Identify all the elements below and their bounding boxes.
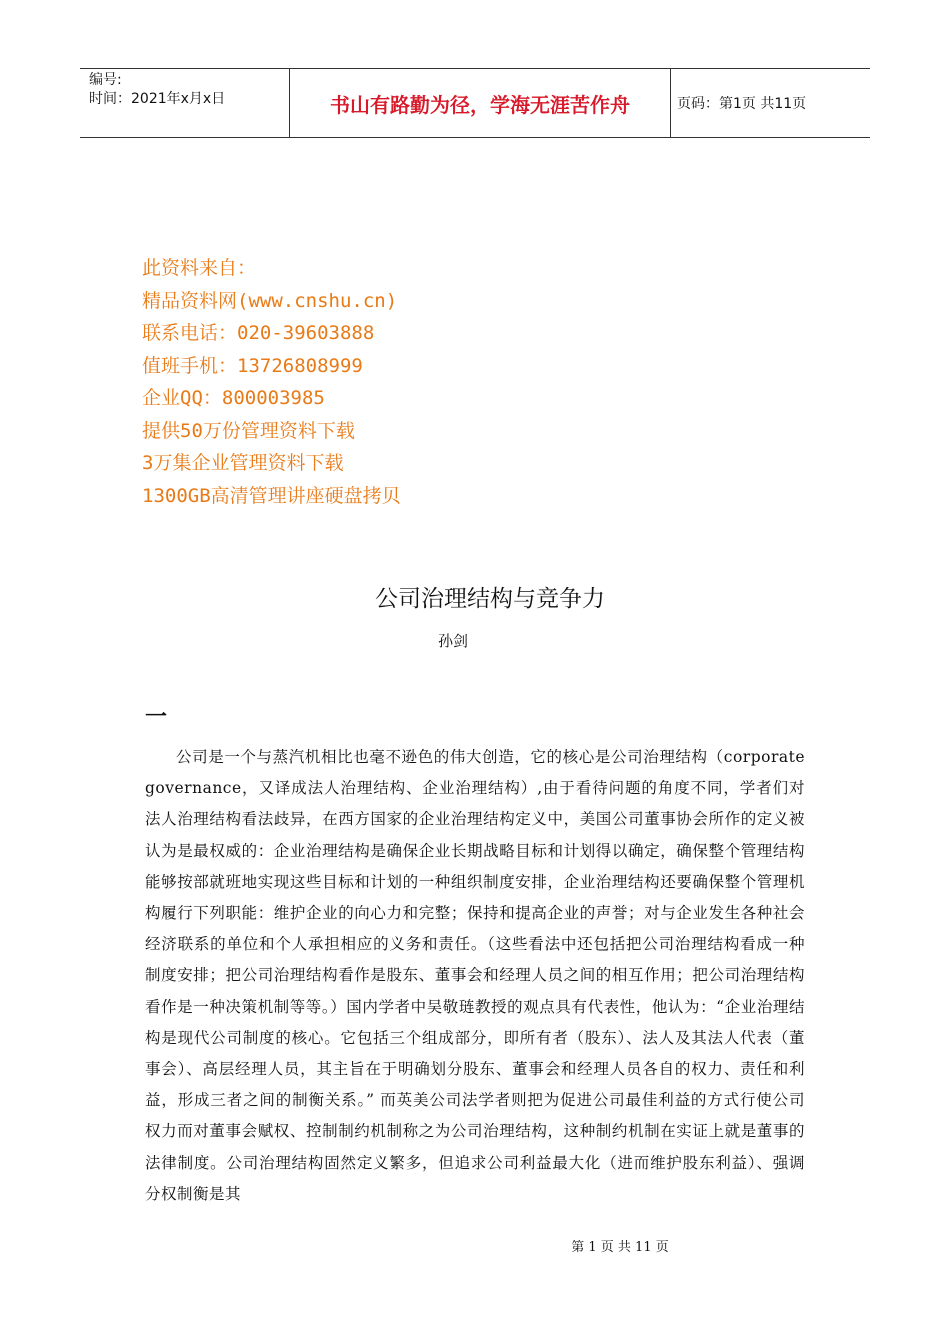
number-label: 编号: <box>89 72 122 88</box>
ad-line: 联系电话：020-39603888 <box>142 322 375 344</box>
ad-line: 值班手机：13726808999 <box>142 354 363 377</box>
article-author: 孙剑 <box>437 632 468 650</box>
body-paragraph: 公司是一个与蒸汽机相比也毫不逊色的伟大创造，它的核心是公司治理结构（corporate governance，又译成法人治理结构、企业治理结构）,由于看待问题的角度不同，学者们对法人治理结构看法歧异，在西方国家的企业治理结构定义中，美国公司董事协会所作的定义被认为是最权威的：企业治理结构是确保企业长期战略目标和计划得以确定，确保整个管理结构能够按部就班地实现这些目标和计划的一种组织制度安排，企业治理结构还要确保整个管理机构履行下列职能：维护企业的向心力和完整；保持和提高企业的声誉；对与企业发生各种社会经济联系的单位和个人承担相应的义务和责任。（这些看法中还包括把公司治理结构看成一种制度安排；把公司治理结构看作是股东、董事会和经理人员之间的相互作用；把公司治理结构看作是一种决策机制等等。）国内学者中吴敬琏教授的观点具有代表性，他认为：“企业治理结构是现代公司制度的核心。它包括三个组成部分，即所有者（股东）、法人及其法人代表（董事会）、高层经理人员，其主旨在于明确划分股东、董事会和经理人员各自的权力、责任和利益，形成三者之间的制衡关系。” 而英美公司法学者则把为促进公司最佳利益的方式行使公司权力而对董事会赋权、控制制约机制称之为公司治理结构，这种制约机制在实证上就是董事的法律制度。公司治理结构固然定义繁多，但追求公司利益最大化（进而维护股东利益）、强调分权制衡是其 <box>145 748 805 1203</box>
ad-line: 1300GB高清管理讲座硬盘拷贝 <box>142 484 401 507</box>
ad-line: 精品资料网(www.cnshu.cn) <box>142 289 398 312</box>
header-motto: 书山有路勤为径，学海无涯苦作舟 <box>330 92 630 117</box>
page-footer: 第 1 页 共 11 页 <box>571 1240 669 1255</box>
header-page-info: 页码：第1页 共11页 <box>677 96 807 112</box>
ad-line: 提供50万份管理资料下载 <box>142 419 355 442</box>
ad-line: 企业QQ：800003985 <box>142 387 325 409</box>
header-motto-cell <box>290 69 671 137</box>
section-number: 一 <box>145 705 168 730</box>
article-title: 公司治理结构与竞争力 <box>375 586 605 612</box>
source-ad-block <box>142 252 401 512</box>
page-header <box>80 68 870 138</box>
header-meta <box>80 69 290 137</box>
ad-line: 此资料来自： <box>142 257 257 279</box>
time-label: 时间：2021年x月x日 <box>89 91 226 107</box>
ad-line: 3万集企业管理资料下载 <box>142 452 344 474</box>
